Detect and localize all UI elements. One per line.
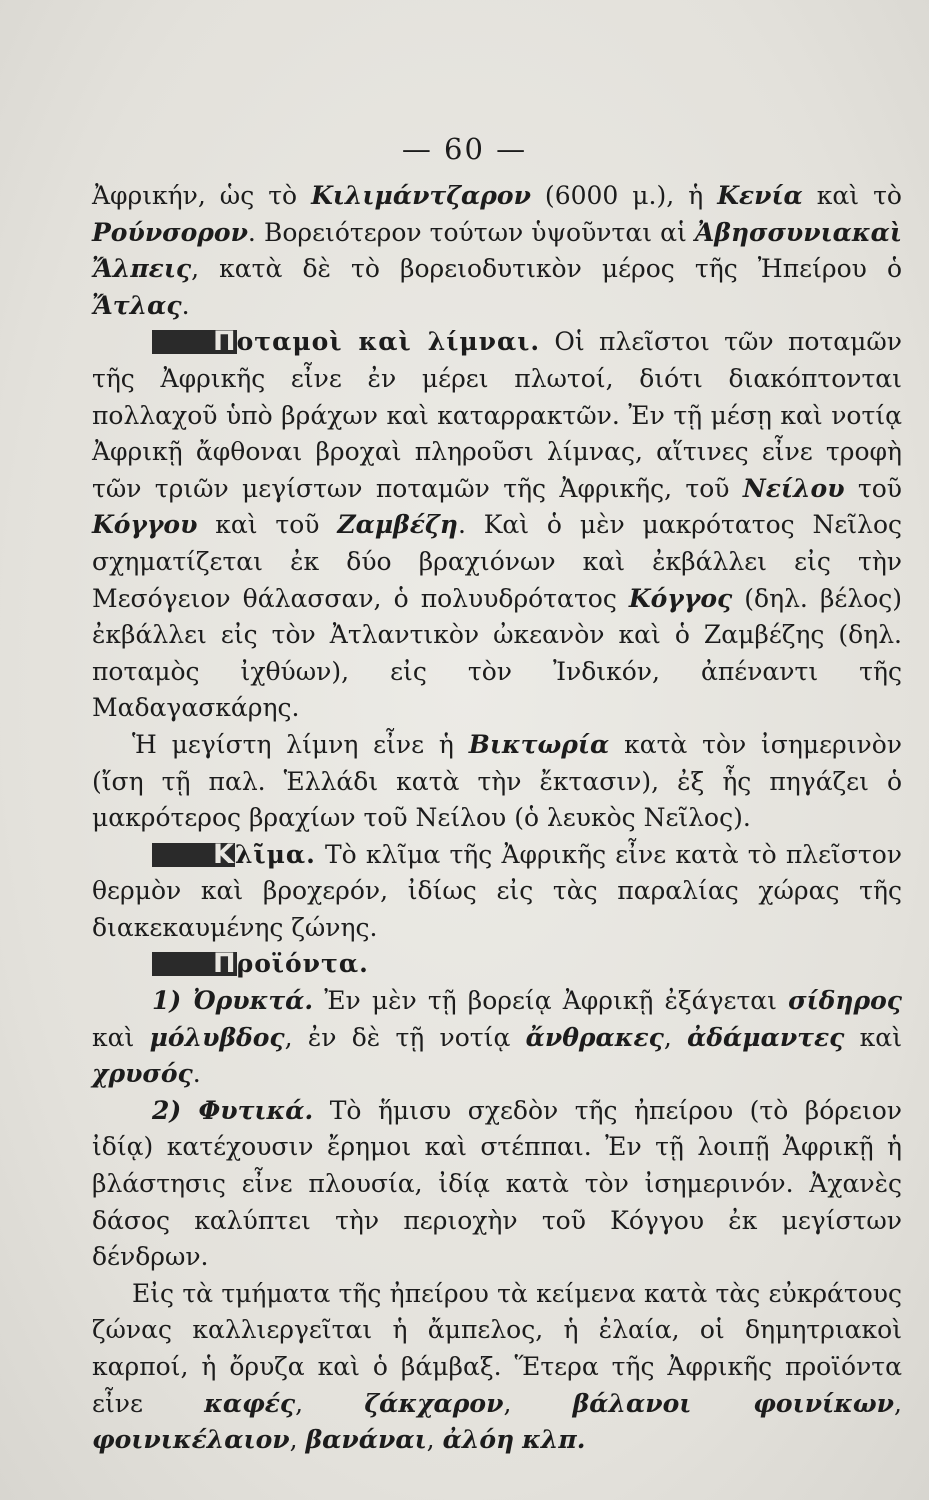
text-run: Τὸ κλῖμα τῆς Ἀφρικῆς εἶνε κατὰ τὸ πλεῖστον θερμὸν καὶ βροχερόν, ἰδίως εἰς τὰς παραλίας χώρας τῆς διακεκαυμένης ζώνης. (92, 839, 902, 942)
term-victoria: Βικτωρία (468, 729, 610, 759)
heading-text: λῖμα. (234, 839, 316, 869)
text-run: , (289, 1425, 306, 1455)
text-run: Τὸ ἥμισυ σχεδὸν τῆς ἠπείρου (τὸ βόρειον ἰδίᾳ) κατέχουσιν ἔρημοι καὶ στέππαι. Ἐν τῇ λοιπῇ Ἀφρικῇ ἡ βλάστησις εἶνε πλουσία, ἰδίᾳ κατὰ τὸν ἰσημερινόν. Ἀχανὲς δάσος καλύπτει τὴν περιοχὴν τοῦ Κόγγου ἐκ μεγίστων δένδρων. (92, 1095, 902, 1272)
paragraph-minerals (92, 983, 902, 1093)
term-kenya: Κενία (717, 181, 803, 210)
paragraph-plants (92, 1093, 902, 1276)
paragraph-mountains (92, 178, 902, 324)
paragraph-rivers (92, 324, 902, 727)
text-run: . (192, 1059, 201, 1089)
text-run: κατὰ τὸν ἰσημερινὸν (ἴση τῇ παλ. Ἑλλάδι κατὰ τὴν ἔκτασιν), ἐξ ἧς πηγάζει ὁ μακρότερος βραχίων τοῦ Νείλου (ὁ λευκὸς Νεῖλος). (92, 729, 903, 833)
term-palm-oil: φοινικέλαιον (92, 1425, 290, 1455)
text-run: . (181, 290, 190, 320)
body-text (92, 178, 902, 1459)
text-run: Εἰς τὰ τμήματα τῆς ἠπείρου τὰ κείμενα κατὰ τὰς εὐκράτους ζώνας καλλιεργεῖται ἡ ἄμπελος, ἡ ἐλαία, οἱ δημητριακοὶ καρποί, ἡ ὄρυζα καὶ ὁ βάμβαξ. Ἕτερα τῆς Ἀφρικῆς προϊόντα εἶνε (92, 1278, 902, 1418)
text-run: τοῦ (844, 473, 902, 503)
term-coal: ἄνθρακες (525, 1022, 664, 1052)
text-run: (δηλ. βέλος) ἐκβάλλει εἰς τὸν Ἀτλαντικὸν ὠκεανὸν καὶ ὁ Ζαμβέζης (δηλ. ποταμὸς ἰχθύων), εἰς τὸν Ἰνδικόν, ἀπέναντι τῆς Μαδαγασκάρης. (92, 583, 902, 723)
heading-rivers-and-lakes (152, 327, 540, 356)
term-congo-2: Κόγγος (628, 583, 733, 613)
text-run: Ἐν μὲν τῇ βορείᾳ Ἀφρικῇ ἐξάγεται (313, 986, 789, 1016)
term-etc: κλπ. (522, 1425, 586, 1455)
heading-initial: Π (152, 330, 237, 354)
heading-products (152, 949, 369, 978)
term-lead: μόλυβδος (149, 1022, 285, 1052)
text-run: καὶ τοῦ (197, 510, 338, 540)
text-run: , κατὰ δὲ τὸ βορειοδυτικὸν μέρος τῆς Ἠπείρου ὁ (191, 254, 902, 284)
heading-initial: Π (152, 952, 237, 976)
term-zambezi: Ζαμβέζη (337, 510, 458, 540)
subheading-plants: 2) Φυτικά. (152, 1095, 314, 1125)
text-run: , (894, 1388, 902, 1418)
page-number: — 60 — (401, 132, 528, 166)
text-run: Ἀφρικήν, ὡς τὸ (92, 181, 312, 210)
term-kilimanjaro: Κιλιμάντζαρον (311, 181, 531, 210)
text-run: καὶ (92, 1022, 150, 1052)
term-diamonds: ἀδάμαντες (687, 1022, 845, 1052)
term-iron: σίδηρος (788, 986, 902, 1016)
text-run: , (663, 1022, 688, 1052)
text-run: καὶ τὸ (802, 181, 902, 210)
paragraph-climate (92, 837, 902, 947)
text-run: Οἱ πλεῖστοι τῶν ποταμῶν τῆς Ἀφρικῆς εἶνε ἐν μέρει πλωτοί, διότι διακόπτονται πολλαχοῦ ὑπὸ βράχων καὶ καταρρακτῶν. Ἐν τῇ μέσῃ καὶ νοτίᾳ Ἀφρικῇ ἄφθοναι βροχαὶ πληροῦσι λίμνας, αἵτινες εἶνε τροφὴ τῶν τριῶν μεγίστων ποταμῶν τῆς Ἀφρικῆς, τοῦ (92, 327, 902, 503)
term-nile: Νείλου (742, 473, 845, 503)
term-aloe: ἀλόη (442, 1425, 515, 1455)
term-gold: χρυσός (92, 1059, 193, 1089)
text-run: , (426, 1425, 443, 1455)
term-congo: Κόγγου (92, 510, 198, 540)
text-run: καὶ (844, 1022, 902, 1052)
text-run: Ἡ μεγίστη λίμνη εἶνε ἡ (132, 729, 469, 759)
text-run (514, 1425, 522, 1454)
heading-text: οταμοὶ καὶ λίμναι. (236, 327, 541, 357)
term-atlas: Ἄτλας (92, 290, 182, 320)
term-rouvsoron: Ρούνσορον (92, 217, 248, 247)
term-abyssinian-alps: Ἀβησσυνιακαὶ Ἄλπεις (92, 217, 902, 284)
text-run: , (503, 1388, 573, 1418)
term-dates: βάλανοι φοινίκων (572, 1388, 895, 1418)
term-bananas: βανάναι (305, 1425, 427, 1455)
text-run: (6000 μ.), ἡ (530, 181, 718, 210)
text-run: . Βορειότερον τούτων ὑψοῦνται αἱ (247, 217, 695, 247)
paragraph-lake (92, 727, 902, 837)
subheading-minerals: 1) Ὀρυκτά. (152, 986, 314, 1016)
text-run: , ἐν δὲ τῇ νοτίᾳ (284, 1022, 526, 1052)
heading-climate (152, 840, 316, 869)
term-coffee: καφές (204, 1388, 296, 1418)
paragraph-products-heading (92, 946, 902, 983)
paragraph-crops (92, 1276, 902, 1459)
text-run: , (295, 1388, 365, 1418)
text-run: . Καὶ ὁ μὲν μακρότατος Νεῖλος σχηματίζεται ἐκ δύο βραχιόνων καὶ ἐκβάλλει εἰς τὴν Μεσόγειον θάλασσαν, ὁ πολυυδρότατος (92, 510, 902, 613)
heading-text: ροϊόντα. (236, 949, 369, 979)
heading-initial: Κ (152, 843, 235, 867)
term-sugar: ζάκχαρον (364, 1388, 504, 1418)
